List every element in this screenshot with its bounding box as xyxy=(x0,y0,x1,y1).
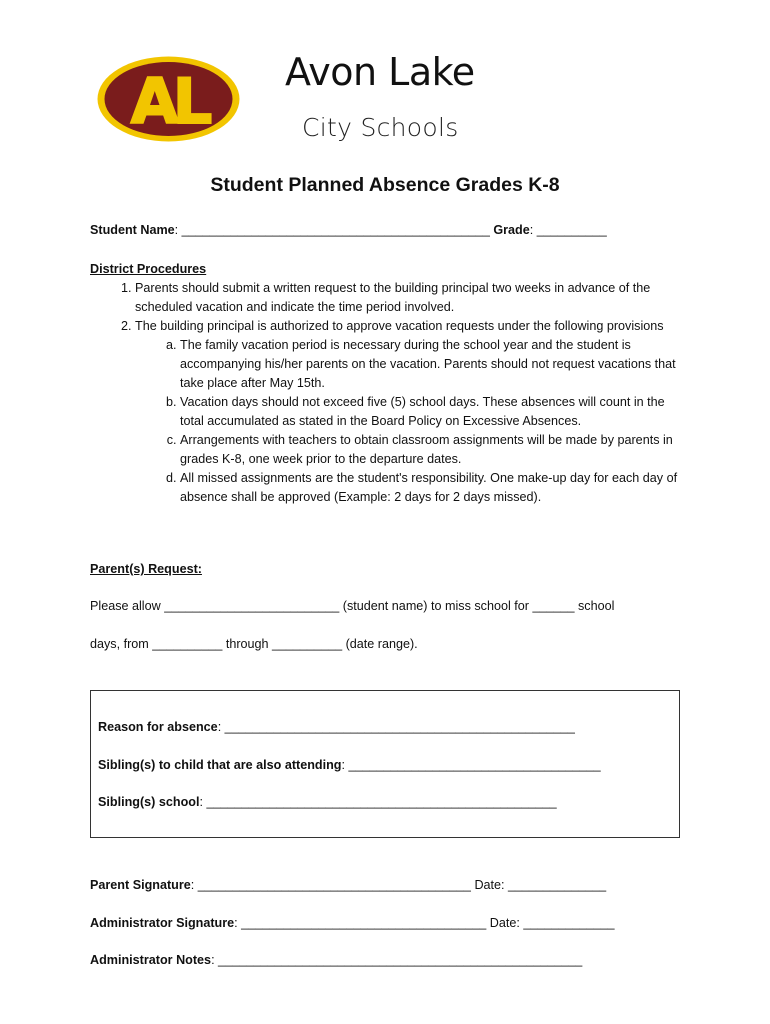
sibling-school-label: Sibling(s) school xyxy=(98,795,200,809)
parent-request-heading: Parent(s) Request: xyxy=(90,562,202,576)
request-line-2[interactable]: days, from __________ through __________ (date range). xyxy=(90,637,418,651)
student-name-field[interactable]: : ____________________________________________ xyxy=(174,223,490,237)
student-name-label: Student Name xyxy=(90,223,175,237)
admin-signature-line xyxy=(90,916,614,930)
siblings-line xyxy=(98,758,601,772)
siblings-field[interactable]: : ____________________________________ xyxy=(341,758,601,772)
admin-signature-label: Administrator Signature xyxy=(90,916,235,930)
admin-signature-field[interactable]: : ___________________________________ xyxy=(234,916,487,930)
avon-lake-logo xyxy=(96,55,241,143)
procedures-heading: District Procedures xyxy=(90,262,207,276)
logo-letters: AL xyxy=(130,65,207,138)
parent-signature-label: Parent Signature xyxy=(90,878,191,892)
admin-notes-line xyxy=(90,953,582,967)
procedure-item-text: The building principal is authorized to approve vacation requests under the following provisions xyxy=(135,319,664,333)
request-line-1[interactable]: Please allow _________________________ (student name) to miss school for ______ school xyxy=(90,599,615,613)
provision-item: b. Vacation days should not exceed five (5) school days. These absences will count in the total accumulated as stated in the Board Policy on Excessive Absences. xyxy=(180,393,690,431)
grade-field[interactable]: : __________ xyxy=(529,223,607,237)
admin-notes-label: Administrator Notes xyxy=(90,953,212,967)
document-title: Student Planned Absence Grades K-8 xyxy=(210,174,560,196)
brand-subtitle: City Schools xyxy=(302,113,459,142)
provision-item: a. The family vacation period is necessary during the school year and the student is accompanying his/her parents on the vacation. Parents should not request vacations that take place after May 15th. xyxy=(180,336,690,393)
provisions-list xyxy=(135,336,690,507)
provision-item: c. Arrangements with teachers to obtain classroom assignments will be made by parents in grades K-8, one week prior to the departure dates. xyxy=(180,431,690,469)
student-name-line xyxy=(90,223,607,237)
procedures-list xyxy=(90,279,690,507)
procedure-item xyxy=(135,317,690,507)
provision-item: d. All missed assignments are the student's responsibility. One make-up day for each day of absence shall be approved (Example: 2 days for 2 days missed). xyxy=(180,469,690,507)
admin-date-field[interactable]: Date: _____________ xyxy=(489,916,615,930)
parent-signature-line xyxy=(90,878,606,892)
parent-date-field[interactable]: Date: ______________ xyxy=(474,878,607,892)
siblings-label: Sibling(s) to child that are also attending xyxy=(98,758,342,772)
brand-name: Avon Lake xyxy=(285,50,475,94)
district-procedures xyxy=(90,260,690,507)
reason-field[interactable]: : __________________________________________________ xyxy=(217,720,575,734)
sibling-school-line xyxy=(98,795,557,809)
grade-label: Grade xyxy=(493,223,530,237)
sibling-school-field[interactable]: : __________________________________________________ xyxy=(199,795,557,809)
admin-notes-field[interactable]: : ____________________________________________________ xyxy=(211,953,583,967)
reason-line xyxy=(98,720,575,734)
procedure-item: 1. Parents should submit a written request to the building principal two weeks in advance of the scheduled vacation and indicate the time period involved. xyxy=(135,279,690,317)
reason-label: Reason for absence xyxy=(98,720,218,734)
parent-signature-field[interactable]: : _______________________________________ xyxy=(190,878,471,892)
